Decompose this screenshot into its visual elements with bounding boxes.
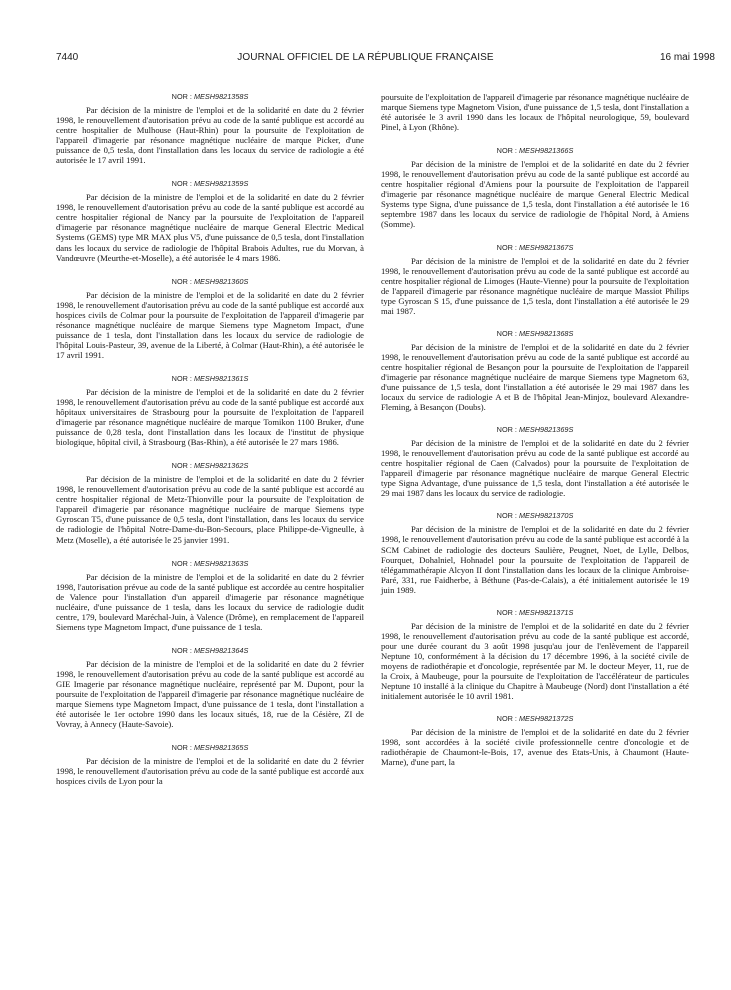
nor-code: MESH9821360S (193, 276, 249, 286)
decision-entry (56, 461, 364, 544)
nor-code: MESH9821361S (193, 373, 249, 383)
decision-text: Par décision de la ministre de l'emploi et de la solidarité en date du 2 février 1998, le renouvellement d'autorisation prévu au code de la santé publique est accordé au centre hospitalier régional de Nancy par la poursuite de l'exploitation de l'appareil d'imagerie par résonance magnétique nucléaire de marque General Electric Medical Systems (GEMS) type MR MAX plus V5, d'une puissance de 0,5 tesla, dont l'installation dans les locaux du service de radiologie de l'hôpital Brabois Adultes, rue du Morvan, à Vandœuvre (Meurthe-et-Moselle), a été autorisée le 4 mars 1986. (56, 192, 364, 263)
nor-reference: NOR : MESH9821365S (171, 743, 249, 753)
decision-entry (381, 243, 689, 316)
journal-title: JOURNAL OFFICIEL DE LA RÉPUBLIQUE FRANÇAISE (237, 52, 494, 63)
decision-entry (381, 714, 689, 767)
decision-text: poursuite de l'exploitation de l'appareil d'imagerie par résonance magnétique nucléaire de marque Siemens type Magnetom Vision, d'une puissance de 1,5 tesla, dont l'installation a été autorisée le 3 avril 1990 dans les locaux de l'hôpital neurologique, 59, boulevard Pinel, à Lyon (Rhône). (381, 92, 689, 133)
decision-text: Par décision de la ministre de l'emploi et de la solidarité en date du 2 février 1998, sont accordées à la société civile professionnelle centre d'oncologie et de radiothérapie de Chaumont-le-Bois, 17, avenue des Etats-Unis, à Chaumont (Haute-Marne), d'une part, la (381, 727, 689, 768)
nor-reference: NOR : MESH9821366S (496, 146, 574, 156)
nor-reference: NOR : MESH9821358S (171, 92, 249, 101)
nor-reference: NOR : MESH9821362S (171, 461, 249, 471)
nor-code: MESH9821364S (193, 645, 249, 655)
decision-text: Par décision de la ministre de l'emploi et de la solidarité en date du 2 février 1998, le renouvellement d'autorisation prévu au code de la santé publique est accordé au GIE Imagerie par résonance magnétique nucléaire, représenté par M. Dupont, pour la poursuite de l'exploitation de l'appareil d'imagerie par résonance magnétique nucléaire de marque Siemens type Magnetom Impact, d'une puissance de 1 tesla, dont l'installation a été autorisée le 1er octobre 1990 dans les locaux situés, 18, rue de la Césière, ZI de Vovray, à Annecy (Haute-Savoie). (56, 658, 364, 730)
decision-text: Par décision de la ministre de l'emploi et de la solidarité en date du 2 février 1998, l'autorisation prévue au code de la santé publique est accordée au centre hospitalier de Valence pour l'installation d'un appareil d'imagerie par résonance magnétique nucléaire, d'une puissance de 1 tesla, dans les locaux du service de radiologie dudit centre, 179, boulevard Maréchal-Juin, à Valence (Drôme), en remplacement de l'appareil Siemens type Magnetom Impact, d'une puissance de 1 tesla. (56, 571, 364, 632)
nor-code: MESH9821371S (518, 607, 574, 617)
decision-text: Par décision de la ministre de l'emploi et de la solidarité en date du 2 février 1998, le renouvellement d'autorisation prévu au code de la santé publique est accordé au centre hospitalier régional de Caen (Calvados) pour la poursuite de l'exploitation de l'appareil d'imagerie par résonance magnétique nucléaire de marque General Electric type Signa Advantage, d'une puissance de 1,5 tesla, dont l'installation a été autorisée le 29 mai 1987 dans les locaux du service de radiologie. (381, 438, 689, 499)
decision-text: Par décision de la ministre de l'emploi et de la solidarité en date du 2 février 1998, le renouvellement d'autorisation prévu au code de la santé publique est accordé au centre hospitalier régional d'Amiens pour la poursuite de l'exploitation de l'appareil d'imagerie par résonance magnétique nucléaire de marque General Electric Medical Systems type Signa, d'une puissance de 1,5 tesla, dont l'installation a été autorisée le 16 septembre 1987 dans les locaux du service de radiologie de l'hôpital Nord, à Amiens (Somme). (381, 159, 689, 230)
decision-entry (56, 277, 364, 360)
nor-code: MESH9821370S (518, 511, 574, 521)
decision-text: Par décision de la ministre de l'emploi et de la solidarité en date du 2 février 1998, le renouvellement d'autorisation prévu au code de la santé publique est accordé au centre hospitalier régional de Metz-Thionville pour la poursuite de l'exploitation de l'appareil d'imagerie par résonance magnétique nucléaire de marque Siemens type Gyroscan T5, d'une puissance de 0,5 tesla, dont l'installation, dans les locaux du service de radiologie de l'hôpital Notre-Dame-du-Bon-Secours, place Philippe-de-Vigneulle, à Metz (Moselle), a été autorisée le 25 janvier 1991. (56, 474, 364, 545)
decision-text: Par décision de la ministre de l'emploi et de la solidarité en date du 2 février 1998, le renouvellement d'autorisation prévu au code de la santé publique est accordé à la SCM Cabinet de radiologie des docteurs Saulière, Peugnet, Noet, de Lylle, Delbos, Fourquet, Dohalniel, Hohnadel pour la poursuite de l'exploitation de l'appareil de télégammathérapie Alcyon II dont l'installation dans les locaux de la clinique Ambroise-Paré, 331, rue Faidherbe, à Béthune (Pas-de-Calais), a été initialement autorisée le 19 juin 1989. (381, 524, 689, 595)
nor-reference: NOR : MESH9821367S (496, 242, 574, 252)
nor-code: MESH9821363S (193, 558, 249, 568)
nor-reference: NOR : MESH9821370S (496, 511, 574, 521)
nor-code: MESH9821359S (193, 179, 249, 189)
right-column (381, 92, 689, 780)
nor-code: MESH9821362S (193, 461, 249, 471)
nor-reference: NOR : MESH9821364S (171, 645, 249, 655)
decision-entry (381, 146, 689, 229)
nor-code: MESH9821365S (193, 743, 249, 753)
decision-entry (56, 559, 364, 632)
nor-reference: NOR : MESH9821371S (496, 607, 574, 617)
decision-text: Par décision de la ministre de l'emploi et de la solidarité en date du 2 février 1998, le renouvellement d'autorisation prévu au code de la santé publique est accordé aux hôpitaux universitaires de Strasbourg pour la poursuite de l'exploitation de l'appareil d'imagerie par résonance magnétique nucléaire de marque Tomikon 1100 Bruker, d'une puissance de 0,28 tesla, dont l'installation dans les locaux de l'institut de physique biologique, hôpital civil, à Strasbourg (Bas-Rhin), a été autorisée le 27 mars 1986. (56, 386, 364, 448)
decision-entry (56, 179, 364, 262)
nor-code: MESH9821372S (518, 714, 574, 724)
nor-code: MESH9821366S (518, 146, 574, 156)
decision-entry (381, 425, 689, 498)
nor-reference: NOR : MESH9821368S (496, 328, 574, 338)
page-number: 7440 (56, 52, 79, 63)
decision-entry (381, 608, 689, 701)
nor-reference: NOR : MESH9821369S (496, 425, 574, 435)
decision-text: Par décision de la ministre de l'emploi et de la solidarité en date du 2 février 1998, le renouvellement d'autorisation prévu au code de la santé publique est accordé au centre hospitalier régional de Limoges (Haute-Vienne) pour la poursuite de l'exploitation de l'appareil d'imagerie par résonance magnétique nucléaire de marque Massiot Philips type Gyroscan S 15, d'une puissance de 1,5 tesla, dont l'installation a été autorisée le 29 mai 1987. (381, 255, 689, 316)
decision-entry (56, 646, 364, 729)
nor-code: MESH9821369S (518, 425, 574, 435)
decision-entry (56, 92, 364, 165)
nor-reference: NOR : MESH9821360S (171, 276, 249, 286)
decision-text: Par décision de la ministre de l'emploi et de la solidarité en date du 2 février 1998, le renouvellement d'autorisation prévu au code de la santé publique est accordé aux hospices civils de Colmar pour la poursuite de l'exploitation de l'appareil d'imagerie par résonance magnétique nucléaire de marque Siemens type Magnetom Impact, d'une puissance de 1 tesla, dont l'installation dans les locaux du service de radiologie de l'hôpital Louis-Pasteur, 39, avenue de la Liberté, à Colmar (Haut-Rhin), a été autorisée le 17 avril 1991. (56, 289, 364, 360)
decision-entry (381, 329, 689, 412)
decision-entry (56, 743, 364, 786)
left-column (56, 92, 364, 800)
decision-text: Par décision de la ministre de l'emploi et de la solidarité en date du 2 février 1998, le renouvellement d'autorisation prévu au code de la santé publique est accordé aux hospices civils de Lyon pour la (56, 756, 364, 787)
decision-text: Par décision de la ministre de l'emploi et de la solidarité en date du 2 février 1998, le renouvellement d'autorisation prévu au code de la santé publique est accordé, pour une durée courant du 3 août 1998 jusqu'au jour de l'enlèvement de l'appareil Neptune 10, conformément à la décision du 17 décembre 1996, à la société civile de moyens de radiothérapie et d'oncologie, représentée par M. le docteur Meyer, 11, rue de la Croix, à Maubeuge, pour la poursuite de l'exploitation de l'accélérateur de particules Neptune 10 installé à la clinique du Chapitre à Maubeuge (Nord) dont l'installation a été initialement autorisée le 10 avril 1981. (381, 620, 689, 702)
issue-date: 16 mai 1998 (659, 52, 715, 63)
nor-reference: NOR : MESH9821359S (171, 179, 249, 189)
nor-reference: NOR : MESH9821363S (171, 558, 249, 568)
decision-entry (381, 511, 689, 594)
nor-reference: NOR : MESH9821372S (496, 714, 574, 724)
decision-text: Par décision de la ministre de l'emploi et de la solidarité en date du 2 février 1998, le renouvellement d'autorisation prévu au code de la santé publique est accordé au centre hospitalier régional de Besançon pour la poursuite de l'exploitation de l'appareil d'imagerie par résonance magnétique nucléaire de marque Siemens type Magnetom 63, d'une puissance de 1,5 tesla, dont l'installation a été autorisée le 29 mai 1987 dans les locaux du service de radiologie A et B de l'hôpital Jean-Minjoz, boulevard Alexandre-Fleming, à Besançon (Doubs). (381, 341, 689, 413)
decision-entry (56, 374, 364, 447)
nor-reference: NOR : MESH9821361S (171, 373, 249, 383)
decision-text: Par décision de la ministre de l'emploi et de la solidarité en date du 2 février 1998, le renouvellement d'autorisation prévu au code de la santé publique est accordé au centre hospitalier de Mulhouse (Haut-Rhin) pour la poursuite de l'exploitation de l'appareil d'imagerie par résonance magnétique nucléaire de marque Picker, d'une puissance de 0,5 tesla, dont l'installation dans les locaux du service de radiologie a été autorisée le 17 avril 1991. (56, 105, 364, 166)
nor-code: MESH9821368S (518, 328, 574, 338)
decision-entry-continued (381, 92, 689, 132)
nor-code: MESH9821358S (193, 92, 249, 101)
nor-code: MESH9821367S (518, 242, 574, 252)
